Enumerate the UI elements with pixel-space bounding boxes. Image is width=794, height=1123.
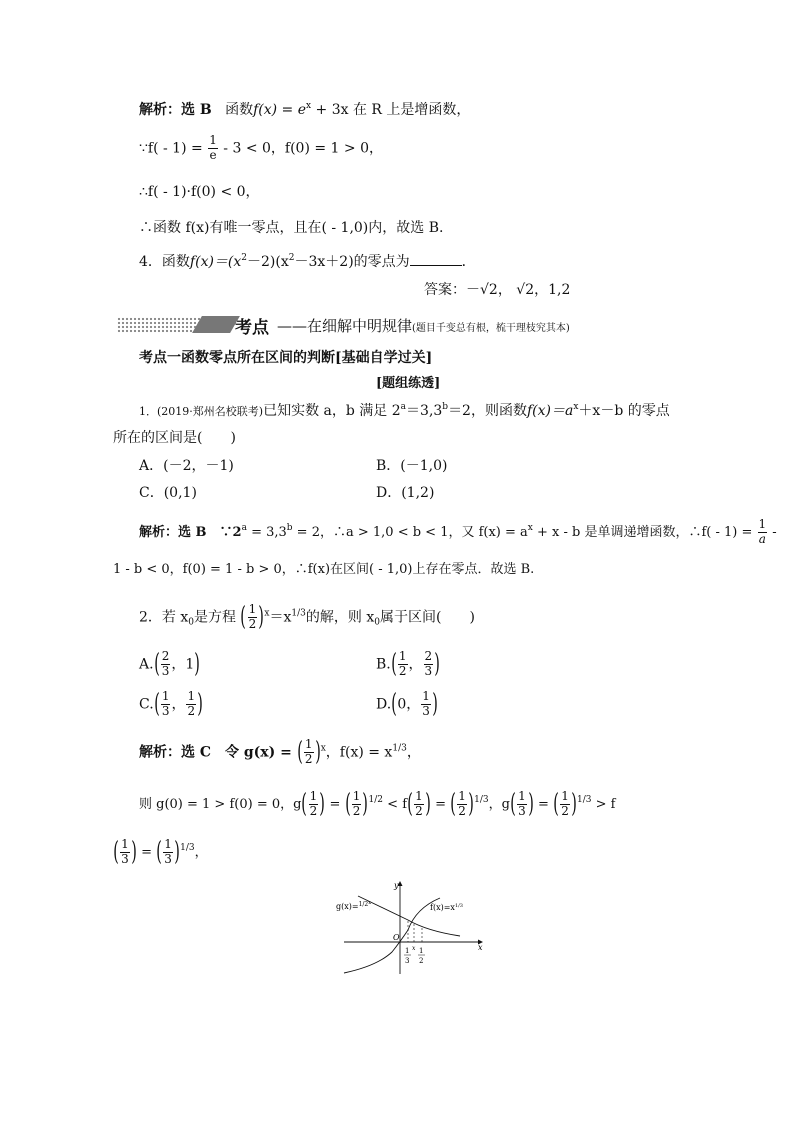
question-2: 2．若 $x_0$是方程 ( $\frac{1}{2}$ )$^x=x^{1/3}$的解，则 $x_0$属于区间( ) (139, 601, 475, 632)
g-curve (358, 896, 460, 936)
option-c: C．(0,1) (139, 485, 197, 501)
tick-one-half-num: 1 (419, 947, 424, 955)
q2-option-a: A.( $\frac{2}{3}$ ，1) (139, 648, 201, 679)
tick-one-third-den: 3 (405, 957, 410, 965)
origin-label: O (393, 933, 400, 942)
section-subheading: [题组练透] (376, 376, 441, 391)
answer-blank (410, 265, 462, 266)
banner-subtitle: ——在细解中明规律(题目千变总有根，梳干理枝究其本) (277, 317, 570, 335)
solution-line-1: 解析：选 B 函数$f(x) = e^x + 3x$ 在 R 上是增函数， (139, 101, 471, 118)
solution-line-2: ∵f( - 1) = $\frac{1}{e}$ - 3 < 0，f(0) = 1 > 0， (139, 133, 383, 162)
tick-one-half-den: 2 (419, 957, 424, 965)
function-graph (332, 878, 492, 978)
f-label: $f(x)=x^{1/3}$ (430, 903, 463, 912)
banner-dot-pattern (117, 317, 201, 333)
q2-option-b: B.( $\frac{1}{2}$ ， $\frac{2}{3}$ ) (376, 648, 441, 679)
section-heading: 考点一函数零点所在区间的判断[基础自学过关] (139, 350, 433, 366)
question-1: 1．(2019·郑州名校联考)已知实数 a，b 满足 $2^a=3,3^b=2$，则函数$f(x)=a^x+x-b$ 的零点 (139, 402, 670, 419)
question-2-solution-line3: ( $\frac{1}{3}$ ) = ( $\frac{1}{3}$ )$^{1/3}$， (113, 836, 208, 867)
y-label: y (394, 881, 399, 890)
q2-option-d: D.(0， $\frac{1}{3}$ ) (376, 688, 438, 719)
fraction: $\frac{1}{e}$ (209, 133, 217, 162)
option-b: B．(－1,0) (376, 458, 448, 474)
question-2-solution-line2: 则 g(0) = 1 > f(0) = 0，g( $\frac{1}{2}$ ) = ( $\frac{1}{2}$ )$^{1/2}$ < f( $\frac{1}{2}$ ) = ( $\frac{1}{2}$ )$^{1/3}$，g( $\frac{1}{3}$ ) = ( $\frac{1}{2}$ )$^{1/3}$ > f (139, 788, 616, 819)
question-1-solution: 解析：选 B $\because 2^a = 3,3^b = 2$，∴a > 1,0 < b < 1，又 $f(x) = a^x + x - b$ 是单调递增函数，∴f( - 1) = $\frac{1}{a}$ - (139, 517, 777, 546)
question-1-solution-line2: 1 - b < 0，f(0) = 1 - b > 0，∴f(x)在区间( - 1,0)上存在零点．故选 B. (113, 562, 535, 577)
g-label: g(x)=$^{1/2x}$ (336, 900, 372, 911)
x-label: x (478, 943, 483, 952)
banner-bar-decoration (192, 316, 240, 333)
solution-line-3: ∴f( - 1)·f(0) < 0， (139, 184, 260, 200)
question-4: 4．函数$f(x)=(x^2-2)(x^2-3x+2)$的零点为 ． (139, 253, 476, 270)
tick-one-third-num: 1 (405, 947, 410, 955)
section-banner (117, 313, 677, 339)
tick-x0: x (412, 945, 416, 952)
option-d: D．(1,2) (376, 485, 435, 501)
question-1-line2: 所在的区间是( ) (113, 430, 236, 446)
solution-label: 解析：选 B (139, 102, 212, 118)
banner-title: 考点 (235, 318, 269, 338)
answer-line: 答案：－√2， √2，1,2 (424, 282, 571, 298)
solution-line-4: ∴函数 f(x)有唯一零点，且在( - 1,0)内，故选 B. (139, 220, 444, 236)
question-2-solution: 解析：选 C 令 g(x) = ( $\frac{1}{2}$ )$^x$，$f(x) = x^{1/3}$， (139, 736, 421, 767)
q2-option-c: C.( $\frac{1}{3}$ ， $\frac{1}{2}$ ) (139, 688, 203, 719)
option-a: A．(－2，－1) (139, 458, 234, 474)
